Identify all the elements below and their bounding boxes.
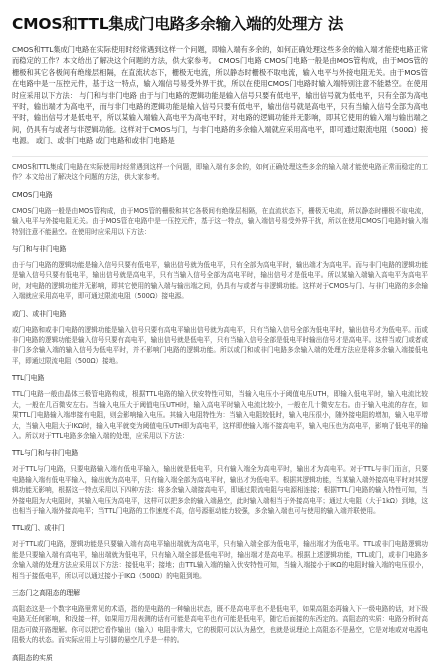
section-heading: 与门和与非门电路 (12, 245, 67, 254)
paragraph: 高阻态这是一个数字电路里常见的术语，指的是电路的一种输出状态，既不是高电平也不是低电平，如果高阻态再输入下一级电路的话，对下级电路无任何影响，和没接一样，如果用万用表测的话有可能是高电平也有可能是低电平，随它后面接的东西定的。高阻态的实质：电路分析时高阻态可做开路理解。你可以把它看作输出（输入）电阻非常大，它的极限可以认为悬空，也就是说理论上高阻态不是悬空，它是对地或对电源电阻极大的状态。而实际应用上与引脚的悬空几乎是一样的。 (12, 604, 428, 645)
section-heading: 高阻态的实质 (12, 653, 53, 662)
section-heading: 三态门之高阻态的理解 (12, 588, 80, 597)
paragraph: CMOS门电路一般是由MOS管构成，由于MOS管的栅极和其它各极间有绝缘层相隔，在直流状态下，栅极无电流，所以静态时栅极不取电流，输入电平与外接电阻无关。由于MOS管在电路中是一压控元件，基于这一特点，输入端信号易受外界干扰，所以在使用CMOS门电路时输入端特别注意不能悬空。在使用时应采用以下方法： (12, 206, 428, 236)
paragraph: CMOS和TTL集成门电路在实际使用时经常遇到这样一个问题，即输入端有多余的，如何正确处理这些多余的输入端才能使电路正常而稳定的工作？本文给出了解决这个问题的方法，供大家参考。 (12, 163, 428, 182)
document-body (12, 162, 428, 669)
section-heading: 或门、或非门电路 (12, 309, 67, 318)
paragraph: 或门电路和或非门电路的逻辑功能是输入信号只要有高电平输出信号就为高电平，只有当输入信号全部为低电平时，输出信号才为低电平。而或非门电路的逻辑功能是输入信号只要有高电平，输出信号就是低电平，只有当输入信号全部是低电平时输出信号才是高电平。这样当或门或者或非门多余输入端的输入信号为低电平时，并不影响门电路的逻辑功能。所以或门和或非门电路多余输入端的处理方法应是将多余输入端接低电平，即通过限流电阻（500Ω）接地。 (12, 325, 428, 365)
section-heading: TTL门电路 (12, 374, 45, 383)
document-title: CMOS和TTL集成门电路多余输入端的处理方 法 (12, 15, 344, 33)
paragraph: 对于TTL与门电路，只要电路输入端有低电平输入，输出就是低电平，只有输入端全为高电平时，输出才为高电平。对于TTL与非门而言，只要电路输入端有低电平输入，输出就为高电平，只有输入端全部为高电平时，输出才为低电平。根据其逻辑功能，当某输入端外接高电平时对其逻辑功能无影响，根据这一特点采用以下四种方法：将多余输入端接高电平，即通过限流电阻与电源相连接；根据TTL门电路的输入特性可知，当外接电阻为大电阻时，其输入电压为高电平，这样可以把多余的输入端悬空，此时输入端相当于外接高电平；通过大电阻（大于1kΩ）到地，这也相当于输入端外接高电平；当TTL门电路的工作速度不高，信号源驱动能力较强，多余输入端也可与使用的输入端并联使用。 (12, 465, 428, 515)
section-heading: TTL与门和与非门电路 (12, 449, 79, 458)
section-divider (12, 156, 428, 157)
section-heading: CMOS门电路 (12, 190, 53, 199)
paragraph: 由于与门电路的逻辑功能是输入信号只要有低电平，输出信号就为低电平，只有全部为高电平时，输出端才为高电平。而与非门电路的逻辑功能是输入信号只要有低电平，输出信号就是高电平，只有当输入信号全部为高电平时，输出信号才是低电平。所以某输入端输入高电平为高电平时，对电路的逻辑功能并无影响，即其它使用的输入端与输出端之间，仍具有与或者与非逻辑功能。这样对于CMOS与门、与非门电路的多余输入端就应采用高电平，即可通过限流电阻（500Ω）接电源。 (12, 261, 428, 301)
document-summary: CMOS和TTL集成门电路在实际使用时经常遇到这样一个问题，即输入端有多余的，如何正确处理这些多余的输入端才能使电路正常而稳定的工作？本文给出了解决这个问题的方法，供大家参考。 CMOS门电路 CMOS门电路一般是由MOS管构成，由于MOS管的栅极和其它各极间有绝缘层相隔，在直流状态下，栅极无电流，所以静态时栅极不取电流，输入电平与外接电阻无关。由于MOS管在电路中是一压控元件，基于这一特点，输入端信号易受外界干扰，所以在使用CMOS门电路时输入端特别注意不能悬空。在使用时应采用以下方法： 与门和与非门电路 由于与门电路的逻辑功能是输入信号只要有低电平，输出信号就为低电平，只有全部为高电平时，输出端才为高电平，而与非门电路的逻辑功能是输入信号只要有低电平，输出信号就是高电平，只有当输入信号全部为高电平时，输出信号才是低电平，所以某输入端输入高电平为高电平时，对电路的逻辑功能并无影响，即其它使用的输入端与输出端之间，仍具有与或者与非逻辑功能。这样对于CMOS与门，与非门电路的多余输入端就应采用高电平，即可通过限流电阻（500Ω）接电源。 或门、或非门电路 或门电路和或非门电路是 (12, 45, 428, 146)
paragraph: 对于TTL或门电路，逻辑功能是只要输入端有高电平输出端就为高电平，只有输入端全部为低电平，输出端才为低电平。TTL或非门电路逻辑功能是只要输入端有高电平，输出端就为低电平，只有输入端全部是低电平时，输出端才是高电平。根据上述逻辑功能，TTL或门，或非门电路多余输入端的处理方法应采用以下方法：接低电平；接地；由TTL输入端的输入伏安特性可知，当输入端接小于IKΩ的电阻时输入端的电压很小，相当于接低电平，所以可以通过接小于IKΩ（500Ω）的电阻到地。 (12, 540, 428, 580)
paragraph: TTL门电路一般由晶体三极管电路构成，根据TTL电路的输入伏安特性可知，当输入电压小于阈值电压UTH，即输入低电平时，输入电流比较大，一般在几百微安左右。当输入电压大于阈值电压UTH时，输入高电平时输入电流比较小，一般在几十微安左右。由于输入电流的存在，如果TTL门电路输入端串接有电阻，则会影响输入电压。其输入电阻特性为：当输入电阻较低时，输入电压很小，随外接电阻的增加，输入电平增大，当输入电阻大于IKΩ时，输入电平就变为阈值电压UTH即为高电平，这样即使输入端不接高电平，输入电压也为高电平，影响了低电平的输入。所以对于TTL电路多余输入端的处理，应采用以下方法： (12, 390, 428, 440)
section-heading: TTL或门、或非门 (12, 524, 65, 533)
